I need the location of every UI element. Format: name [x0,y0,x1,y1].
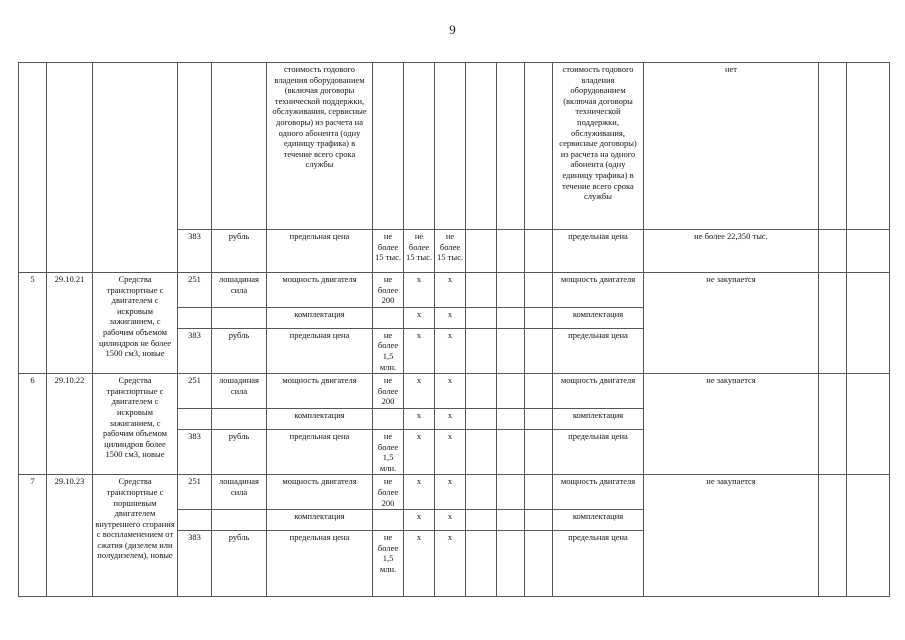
cell-value-3: х [435,429,466,474]
cell-okpd: 29.10.22 [47,374,93,475]
cell-value-3: х [435,328,466,373]
cell-empty [525,475,553,510]
cell-characteristic: комплектация [267,408,373,429]
cell-characteristic-2: предельная цена [553,230,644,273]
cell-value-3: х [435,307,466,328]
cell-unit [212,510,267,531]
cell-empty [497,531,525,597]
cell-empty [466,63,497,230]
cell-unit [212,408,267,429]
cell-num [19,63,47,273]
cell-empty [819,63,847,230]
cell-empty [466,230,497,273]
cell-note: не закупается [644,374,819,475]
cell-empty [497,328,525,373]
cell-code: 383 [178,531,212,597]
cell-value-2: х [404,475,435,510]
cell-empty [466,531,497,597]
cell-empty [847,475,890,597]
cell-empty [466,328,497,373]
cell-characteristic: стоимость годового владения оборудованием (включая договоры технической поддержки, обслуживания, сервисные договоры) из расчета на одного абонента (одну единицу трафика) в течение всего срока службы [267,63,373,230]
cell-value-2: х [404,510,435,531]
cell-characteristic-2: комплектация [553,510,644,531]
cell-characteristic-2: предельная цена [553,531,644,597]
table-row [19,475,890,510]
cell-value-2: х [404,307,435,328]
cell-empty [847,374,890,475]
cell-empty [525,328,553,373]
cell-code: 383 [178,429,212,474]
cell-characteristic-2: комплектация [553,408,644,429]
cell-desc [93,63,178,273]
cell-empty [466,475,497,510]
cell-characteristic-2: мощность двигателя [553,374,644,409]
cell-code: 251 [178,273,212,308]
cell-empty [525,531,553,597]
cell-value-2: х [404,429,435,474]
cell-characteristic: предельная цена [267,531,373,597]
cell-empty [525,510,553,531]
cell-unit: лошадиная сила [212,374,267,409]
cell-empty [847,273,890,374]
cell-empty [497,429,525,474]
cell-empty [466,273,497,308]
cell-empty [497,273,525,308]
cell-value-1: не более 1,5 млн. [373,429,404,474]
cell-value-2: х [404,328,435,373]
table-row [19,63,890,230]
cell-value-1 [373,63,404,230]
cell-empty [466,510,497,531]
cell-desc: Средства транспортные с поршневым двигателем внутреннего сгорания с воспламенением от сжатия (дизелем или полудизелем), новые [93,475,178,597]
cell-empty [525,374,553,409]
cell-characteristic: мощность двигателя [267,374,373,409]
cell-characteristic-2: предельная цена [553,429,644,474]
cell-empty [819,230,847,273]
cell-code [178,408,212,429]
requirements-table [18,62,890,597]
cell-characteristic-2: стоимость годового владения оборудованием (включая договоры технической поддержки, обслуживания, сервисные договоры) из расчета на одного абонента (одну единицу трафика) в течение всего срока службы [553,63,644,230]
cell-characteristic: комплектация [267,510,373,531]
cell-characteristic-2: мощность двигателя [553,273,644,308]
cell-empty [819,273,847,374]
cell-code [178,307,212,328]
cell-value-approved: не более 22,350 тыс. [644,230,819,273]
cell-value-3: х [435,273,466,308]
table-row [19,374,890,409]
page-number: 9 [449,22,456,37]
cell-desc: Средства транспортные с двигателем с искровым зажиганием, с рабочим объемом цилиндров не более 1500 см3, новые [93,273,178,374]
cell-num: 5 [19,273,47,374]
cell-unit [212,63,267,230]
cell-empty [497,510,525,531]
cell-value-2: х [404,273,435,308]
cell-empty [525,230,553,273]
cell-characteristic: мощность двигателя [267,273,373,308]
cell-unit: лошадиная сила [212,273,267,308]
cell-empty [847,63,890,230]
cell-empty [466,374,497,409]
cell-empty [466,307,497,328]
cell-unit [212,307,267,328]
cell-unit: рубль [212,230,267,273]
cell-value-3 [435,63,466,230]
cell-value-1: не более 15 тыс. [373,230,404,273]
cell-characteristic: предельная цена [267,328,373,373]
cell-code [178,63,212,230]
cell-code: 251 [178,475,212,510]
cell-characteristic: предельная цена [267,230,373,273]
cell-value-3: не более 15 тыс. [435,230,466,273]
cell-value-3: х [435,408,466,429]
cell-characteristic-2: комплектация [553,307,644,328]
cell-empty [819,374,847,475]
cell-empty [497,63,525,230]
cell-characteristic: предельная цена [267,429,373,474]
cell-empty [847,230,890,273]
cell-value-1: не более 200 [373,273,404,308]
cell-value-1: не более 1,5 млн. [373,328,404,373]
cell-empty [497,230,525,273]
cell-okpd: 29.10.21 [47,273,93,374]
cell-empty [525,429,553,474]
cell-empty [497,307,525,328]
cell-value-1 [373,510,404,531]
cell-code: 383 [178,230,212,273]
cell-value-2: х [404,531,435,597]
cell-num: 7 [19,475,47,597]
cell-value-2: не более 15 тыс. [404,230,435,273]
cell-value-2: х [404,408,435,429]
cell-empty [466,429,497,474]
cell-empty [525,273,553,308]
cell-unit: рубль [212,429,267,474]
cell-value-approved: нет [644,63,819,230]
cell-code: 251 [178,374,212,409]
cell-code: 383 [178,328,212,373]
cell-value-1: не более 200 [373,374,404,409]
cell-okpd [47,63,93,273]
cell-characteristic: комплектация [267,307,373,328]
cell-empty [466,408,497,429]
cell-empty [819,475,847,597]
cell-note: не закупается [644,475,819,597]
cell-unit: лошадиная сила [212,475,267,510]
cell-desc: Средства транспортные с двигателем с искровым зажиганием, с рабочим объемом цилиндров более 1500 см3, новые [93,374,178,475]
cell-code [178,510,212,531]
cell-num: 6 [19,374,47,475]
cell-characteristic-2: мощность двигателя [553,475,644,510]
cell-empty [525,307,553,328]
cell-empty [525,63,553,230]
cell-characteristic-2: предельная цена [553,328,644,373]
cell-value-1: не более 200 [373,475,404,510]
cell-value-2: х [404,374,435,409]
cell-unit: рубль [212,531,267,597]
table-row [19,273,890,308]
cell-value-1 [373,408,404,429]
cell-value-1 [373,307,404,328]
cell-okpd: 29.10.23 [47,475,93,597]
cell-value-3: х [435,475,466,510]
cell-value-3: х [435,531,466,597]
cell-value-3: х [435,510,466,531]
cell-unit: рубль [212,328,267,373]
cell-empty [497,475,525,510]
cell-value-1: не более 1,5 млн. [373,531,404,597]
cell-empty [525,408,553,429]
cell-empty [497,374,525,409]
cell-characteristic: мощность двигателя [267,475,373,510]
cell-empty [497,408,525,429]
cell-note: не закупается [644,273,819,374]
cell-value-2 [404,63,435,230]
cell-value-3: х [435,374,466,409]
